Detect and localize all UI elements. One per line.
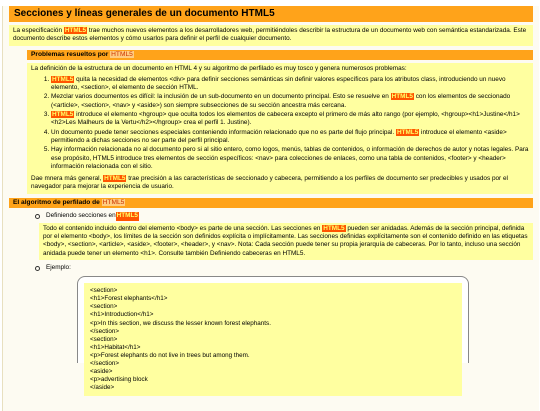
intro-text-after: trae muchos nuevos elementos a los desarrolladores web, permitiéndoles describir la estructura de un documento web con semántica estandarizada. Este documento describe estos elementos y cómo usarlos para definir el perfil de cualquier documento. [13, 27, 527, 43]
html5-badge: HTML5 [52, 75, 74, 83]
code-line: </section> [90, 359, 120, 367]
bullet-example [35, 264, 539, 272]
intro-text-before: La especificación [13, 27, 64, 34]
explanation-text-after: pueden ser anidadas. Además de la sección principal, definida por el elemento <body>, los límites de la sección son definidos explícita o implícitamente. Las secciones definidas explícitamente son el contenido definido en las etiquetas <body>, <section>, <article>, <aside>, <footer>, <header>, y <nav>. Nota: Cada sección puede tener su propia jerarquía de cabeceras. Por lo tanto, incluso una sección anidada puede tener un elemento <h1>. Consulte también Definiendo cabeceras en HTML5. [43, 224, 528, 257]
section-heading-text: El algoritmo de perfilado de [13, 198, 102, 206]
summary-text-before: Dae mnera más general, [31, 175, 104, 183]
code-line: <p>In this section, we discuss the lesser known forest elephants. [90, 319, 271, 327]
code-line: <h1>Forest elephants</h1> [90, 295, 168, 303]
code-line: <h1>Introduction</h1> [90, 311, 154, 319]
list-item-text: Hay información relacionada no al documento pero si al sitio entero, como logos, menús, tablas de contenidos, o información de derechos de autor y notas legales. Para ese propósito, HTML5 introduce tres elementos de sección específicos: <nav> para colecciones de enlaces, como una tabla de contenidos, <footer> y <header> información relacionada con el sitio. [51, 146, 529, 170]
explanation-text-before: Todo el contenido incluido dentro del elemento <body> es parte de una sección. Las secciones en [43, 224, 323, 232]
bullet-text: Ejemplo: [46, 264, 71, 272]
bullet-defining-sections [35, 212, 539, 220]
bullet-text: Definiendo secciones en [46, 212, 116, 220]
html5-badge: HTML5 [391, 93, 413, 101]
circle-bullet-icon [35, 214, 40, 219]
code-line: <aside> [90, 367, 113, 375]
code-line: </section> [90, 327, 120, 335]
sections-explanation [39, 223, 533, 260]
problems-block [27, 63, 533, 194]
circle-bullet-icon [35, 266, 40, 271]
code-line: <p>advertising block [90, 375, 148, 383]
list-item-text: introduce el elemento <hgroup> que oculta todos los elementos de cabecera excepto el primero de más alto rango (por ejemplo, <hgroup><h1>Justine</h1><h2>Les Malheurs de la Vertu</h2></hgroup> crea el perfil 1. Justine). [51, 110, 520, 127]
page-title-text: Secciones y líneas generales de un documento HTML5 [14, 8, 275, 19]
summary-text-after: trae precisión a las características de seccionado y cabecera, permitiendo a los perfiles de documento ser predecibles y usados por el navegador para mejorar la experiencia de usuario. [31, 175, 508, 191]
html5-badge: HTML5 [104, 175, 126, 183]
html5-badge: HTML5 [323, 224, 345, 232]
list-item [51, 146, 529, 171]
html5-badge: HTML5 [116, 212, 138, 220]
list-item [51, 93, 529, 110]
code-line: <section> [90, 335, 118, 343]
html5-badge: HTML5 [64, 27, 87, 34]
html5-badge: HTML5 [52, 110, 74, 118]
code-line: <section> [90, 287, 118, 295]
section-heading-problems [27, 50, 533, 61]
problems-list [31, 76, 529, 172]
code-line: <h1>Habitat</h1> [90, 343, 141, 351]
code-example [84, 283, 462, 396]
document-page [2, 6, 539, 411]
list-item-text: quita la necesidad de elementos <div> para definir secciones semánticas sin definir valores específicos para los atributos class, introduciendo un nuevo elemento, <section>, el elemento de sección HTML. [51, 75, 506, 91]
list-item-text: introduce el elemento <aside> permitiendo a dichas secciones no ser parte del perfil principal. [51, 128, 507, 144]
list-item [51, 111, 529, 128]
section-heading-tag: HTML5 [111, 50, 133, 58]
code-line: </aside> [90, 383, 115, 391]
list-item-text: Mezclar varios documentos es difícil: la inclusión de un sub-documento en un documento principal. Esto se resuelve en [51, 93, 391, 101]
section-heading-tag: HTML5 [102, 198, 125, 206]
section-heading-text: Problemas resueltos por [31, 50, 111, 58]
page-title [9, 6, 533, 22]
code-line: <section> [90, 303, 118, 311]
list-item-text: Un documento puede tener secciones especiales conteniendo información relacionado que no es parte del flujo principal. [51, 128, 396, 136]
section-heading-algorithm [9, 198, 533, 209]
code-line: <p>Forest elephants do not live in trees but among them. [90, 351, 250, 359]
problems-lead: La definición de la estructura de un documento en HTML 4 y su algoritmo de perfilado es muy tosco y genera numerosos problemas: [31, 65, 407, 73]
list-item-text: con los elementos de seccionado (<article>, <section>, <nav> y <aside>) son siempre subsecciones de su sección ancestra más cercana. [51, 93, 511, 109]
html5-badge: HTML5 [396, 128, 419, 136]
intro-paragraph [9, 25, 533, 46]
code-example-frame[interactable] [77, 276, 469, 391]
list-item [51, 76, 529, 93]
list-item [51, 129, 529, 146]
summary-paragraph [31, 175, 529, 192]
